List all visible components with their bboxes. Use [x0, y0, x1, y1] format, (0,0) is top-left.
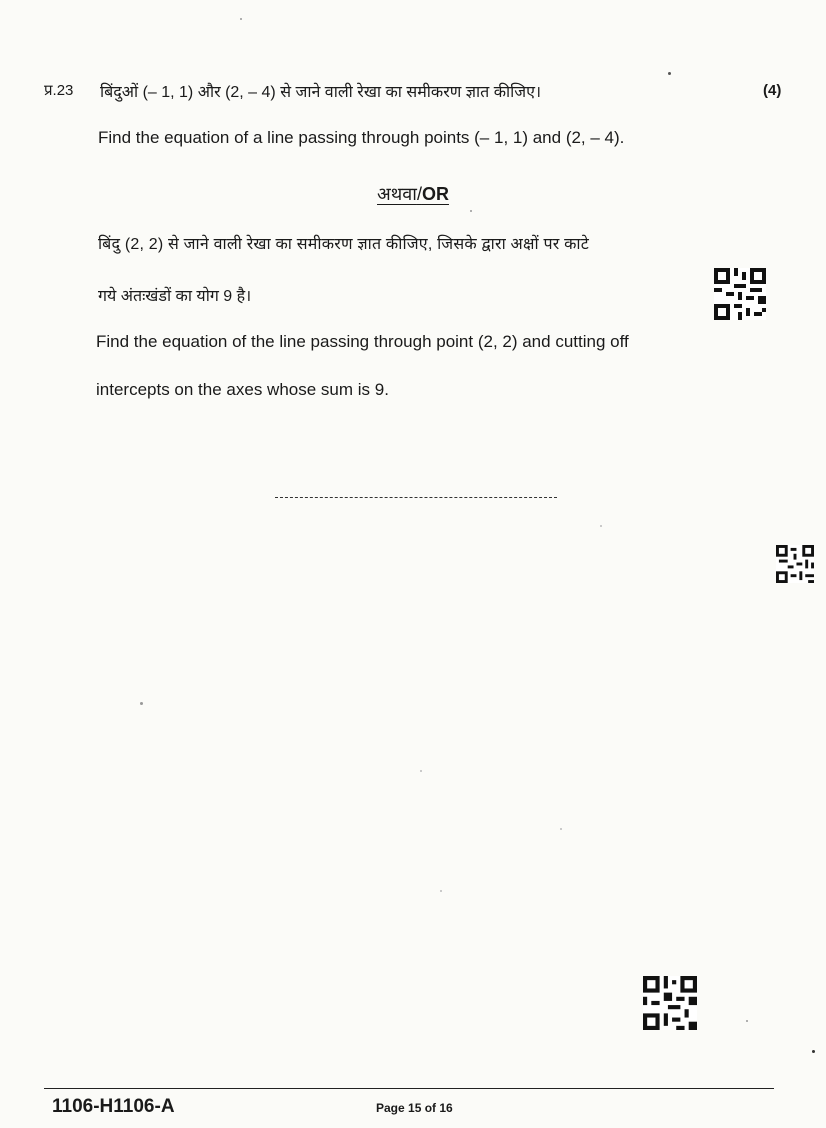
- footer-rule: [44, 1088, 774, 1089]
- alternative-text-hindi-line1: बिंदु (2, 2) से जाने वाली रेखा का समीकरण ज्ञात कीजिए, जिसके द्वारा अक्षों पर काटे: [98, 236, 590, 253]
- scan-speck: [812, 1050, 815, 1053]
- or-separator: [0, 182, 826, 206]
- scan-speck: [240, 18, 242, 20]
- or-label-hindi: अथवा: [377, 184, 417, 204]
- end-divider: [275, 497, 557, 498]
- question-text-hindi: बिंदुओं (– 1, 1) और (2, – 4) से जाने वाली रेखा का समीकरण ज्ञात कीजिए।: [100, 84, 542, 101]
- footer-paper-code: 1106-H1106-A: [52, 1096, 175, 1117]
- alternative-text-english-line1: Find the equation of the line passing through point (2, 2) and cutting off: [96, 332, 629, 351]
- or-label-slash: /: [416, 184, 422, 204]
- scan-speck: [440, 890, 442, 892]
- scan-speck: [140, 702, 143, 705]
- question-text-english: Find the equation of a line passing through points (– 1, 1) and (2, – 4).: [98, 128, 625, 147]
- qr-code-3-icon: [643, 976, 697, 1030]
- qr-code-1-icon: [714, 268, 766, 320]
- scan-speck: [746, 1020, 748, 1022]
- scan-speck: [470, 210, 472, 212]
- question-number: प्र.23: [44, 82, 74, 99]
- footer-page-number: Page 15 of 16: [376, 1101, 453, 1115]
- or-label-english: OR: [421, 184, 449, 204]
- scan-speck: [420, 770, 422, 772]
- question-marks: (4): [763, 82, 782, 99]
- qr-code-2-icon: [775, 545, 815, 583]
- scan-speck: [668, 72, 671, 75]
- alternative-text-hindi-line2: गये अंतःखंडों का योग 9 है।: [98, 288, 252, 305]
- alternative-text-english-line2: intercepts on the axes whose sum is 9.: [96, 380, 389, 399]
- scan-speck: [600, 525, 602, 527]
- scan-speck: [560, 828, 562, 830]
